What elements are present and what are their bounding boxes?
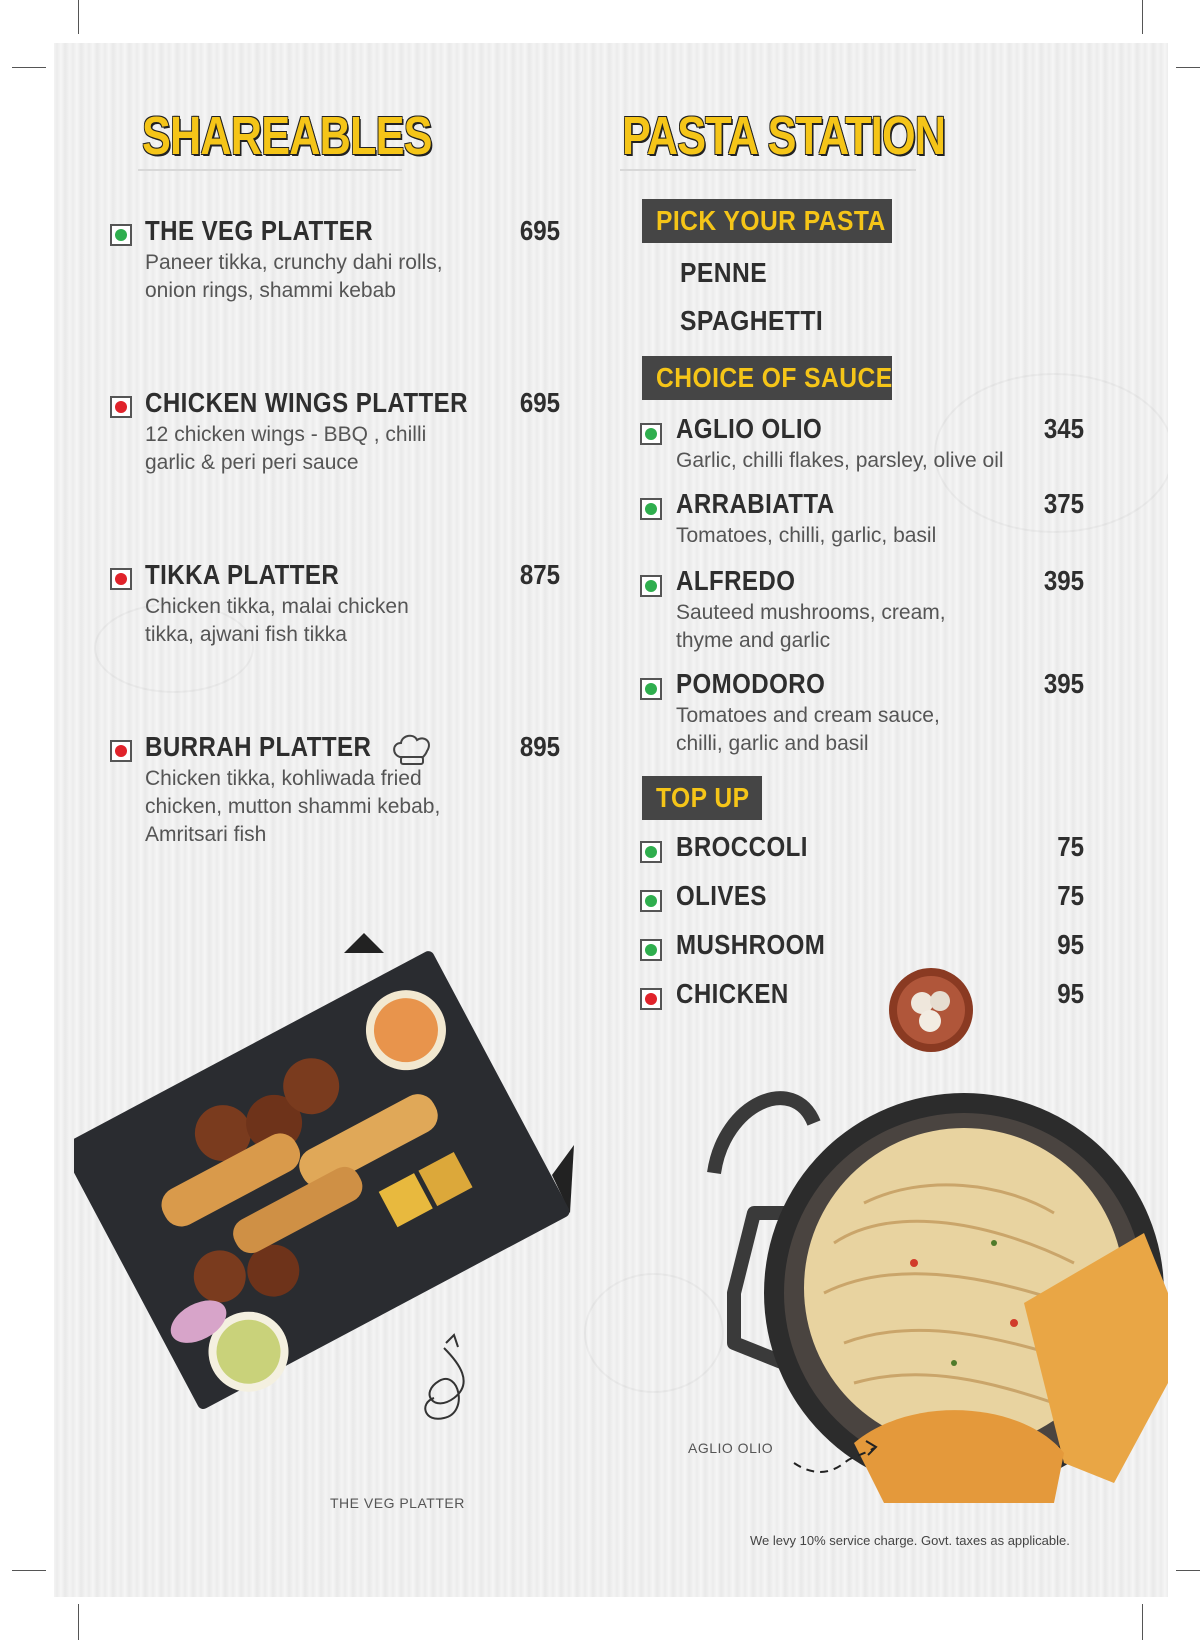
item-price: 75 — [1057, 880, 1084, 911]
topup-item — [676, 929, 976, 961]
veg-indicator-icon — [640, 423, 662, 445]
item-description: Chicken tikka, malai chicken tikka, ajwani fish tikka — [145, 595, 409, 646]
item-price: 695 — [519, 215, 560, 246]
choice-of-sauce-label: CHOICE OF SAUCE — [642, 356, 892, 400]
veg-indicator-icon — [110, 224, 132, 246]
item-name: BURRAH PLATTER — [145, 731, 372, 762]
menu-item — [145, 731, 505, 849]
veg-indicator-icon — [640, 841, 662, 863]
title-underline — [620, 169, 916, 171]
item-price: 95 — [1057, 929, 1084, 960]
nonveg-indicator-icon — [110, 396, 132, 418]
item-price: 875 — [519, 559, 560, 590]
chef-hat-icon — [390, 731, 434, 767]
item-name: CHICKEN — [676, 978, 789, 1009]
veg-indicator-icon — [640, 575, 662, 597]
menu-item — [145, 559, 505, 649]
item-description: Chicken tikka, kohliwada fried chicken, mutton shammi kebab, Amritsari fish — [145, 767, 441, 846]
veg-indicator-icon — [640, 678, 662, 700]
pasta-type-penne: PENNE — [680, 257, 768, 288]
crop-mark — [1142, 1604, 1143, 1640]
footer-note: We levy 10% service charge. Govt. taxes as applicable. — [750, 1533, 1070, 1548]
crop-mark — [1176, 67, 1200, 68]
item-description: Paneer tikka, crunchy dahi rolls, onion rings, shammi kebab — [145, 251, 443, 302]
top-up-label: TOP UP — [642, 776, 762, 820]
item-name: BROCCOLI — [676, 831, 808, 862]
title-underline — [138, 169, 402, 171]
sauce-item — [676, 565, 1056, 655]
crop-mark — [1176, 1570, 1200, 1571]
shareables-title: SHAREABLES — [142, 106, 432, 166]
item-description: 12 chicken wings - BBQ , chilli garlic & peri peri sauce — [145, 423, 427, 474]
pasta-station-title: PASTA STATION — [622, 106, 946, 166]
item-price: 95 — [1057, 978, 1084, 1009]
item-name: POMODORO — [676, 668, 826, 699]
nonveg-indicator-icon — [110, 740, 132, 762]
pasta-type-spaghetti: SPAGHETTI — [680, 305, 824, 336]
item-price: 695 — [519, 387, 560, 418]
pick-your-pasta-label: PICK YOUR PASTA — [642, 199, 892, 243]
menu-page — [54, 43, 1168, 1597]
item-price: 375 — [1043, 488, 1084, 519]
item-name: ALFREDO — [676, 565, 796, 596]
sauce-item — [676, 413, 1056, 475]
item-price: 395 — [1043, 565, 1084, 596]
sauce-item — [676, 668, 1056, 758]
item-price: 75 — [1057, 831, 1084, 862]
item-price: 895 — [519, 731, 560, 762]
crop-mark — [12, 1570, 46, 1571]
topup-item — [676, 880, 976, 912]
crop-mark — [78, 1604, 79, 1640]
menu-item — [145, 387, 505, 477]
aglio-olio-photo — [694, 1063, 1168, 1563]
nonveg-indicator-icon — [110, 568, 132, 590]
nonveg-indicator-icon — [640, 988, 662, 1010]
veg-indicator-icon — [640, 939, 662, 961]
item-name: MUSHROOM — [676, 929, 826, 960]
topup-item — [676, 831, 976, 863]
item-description: Tomatoes and cream sauce, chilli, garlic and basil — [676, 704, 940, 755]
item-description: Garlic, chilli flakes, parsley, olive oil — [676, 449, 1004, 472]
item-price: 345 — [1043, 413, 1084, 444]
item-name: CHICKEN WINGS PLATTER — [145, 387, 468, 418]
item-name: ARRABIATTA — [676, 488, 835, 519]
image-caption: THE VEG PLATTER — [330, 1495, 465, 1511]
item-name: TIKKA PLATTER — [145, 559, 340, 590]
item-name: AGLIO OLIO — [676, 413, 823, 444]
item-description: Sauteed mushrooms, cream, thyme and garlic — [676, 601, 946, 652]
menu-item — [145, 215, 505, 305]
crop-mark — [1142, 0, 1143, 34]
veg-indicator-icon — [640, 498, 662, 520]
item-name: THE VEG PLATTER — [145, 215, 374, 246]
mushroom-bowl-photo — [886, 965, 976, 1055]
item-description: Tomatoes, chilli, garlic, basil — [676, 524, 937, 547]
item-price: 395 — [1043, 668, 1084, 699]
crop-mark — [12, 67, 46, 68]
sauce-item — [676, 488, 1056, 550]
veg-platter-photo — [74, 913, 594, 1473]
veg-indicator-icon — [640, 890, 662, 912]
crop-mark — [78, 0, 79, 34]
image-caption: AGLIO OLIO — [688, 1440, 774, 1456]
item-name: OLIVES — [676, 880, 767, 911]
